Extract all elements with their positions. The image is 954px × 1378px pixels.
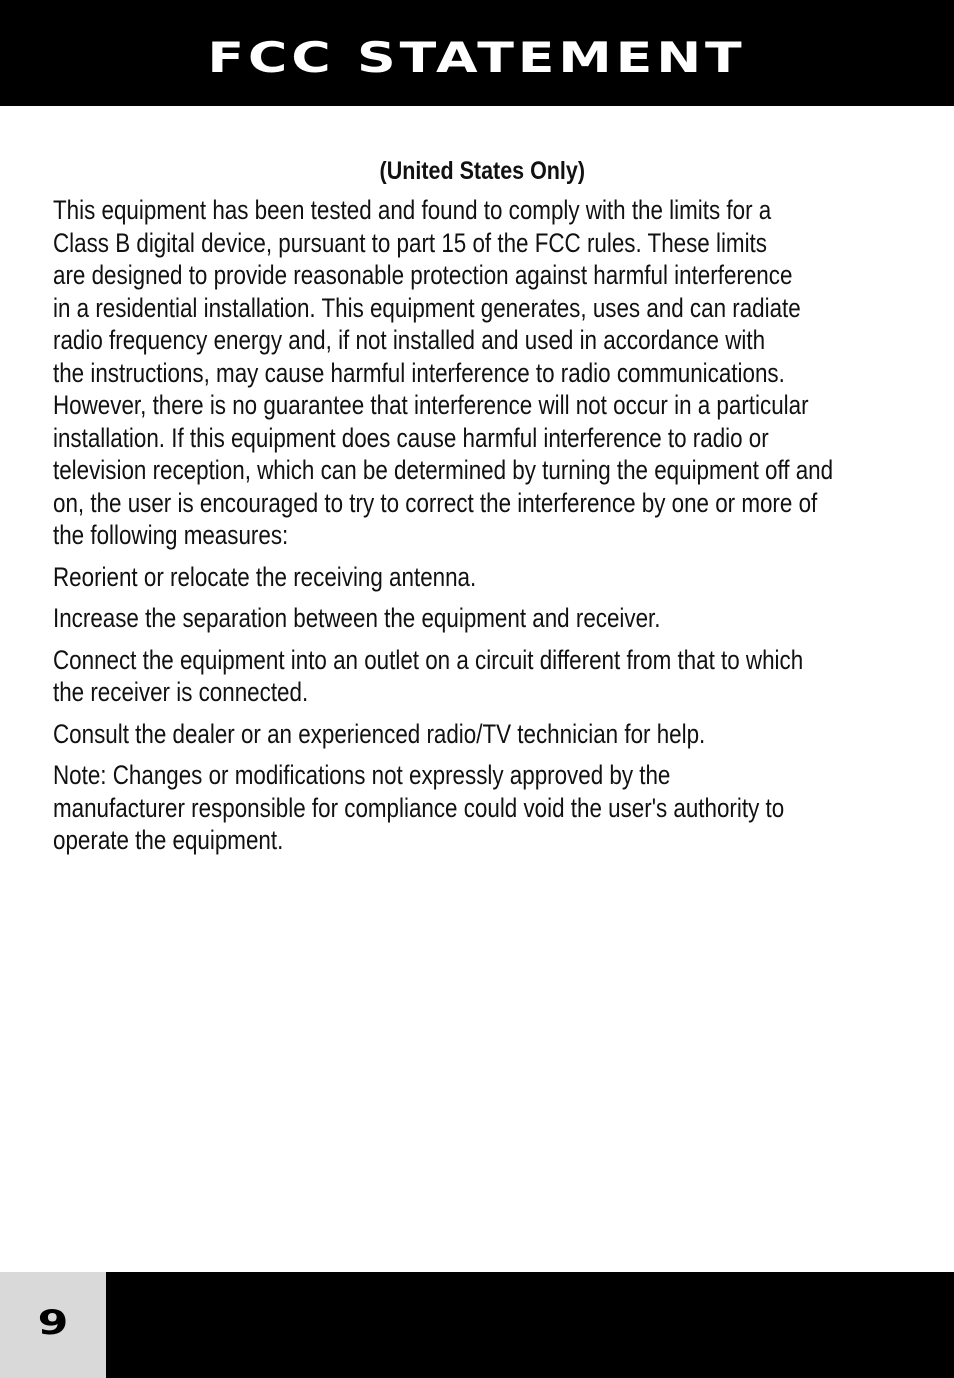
subtitle: (United States Only) xyxy=(379,157,586,185)
measure-increase-separation: Increase the separation between the equipment and receiver. xyxy=(53,603,661,633)
page-number: 9 xyxy=(37,1303,69,1343)
measure-different-outlet: Connect the equipment into an outlet on a circuit different from that to which the receiver is connected. xyxy=(53,644,804,707)
measure-reorient-antenna: Reorient or relocate the receiving antenna. xyxy=(53,561,477,592)
statement-content xyxy=(53,152,913,866)
page-title: FCC STATEMENT xyxy=(207,33,746,82)
paragraph-note: Note: Changes or modifications not expressly approved by the manufacturer responsible for compliance could void the user's authority to operate the equipment. xyxy=(53,760,785,855)
paragraph-compliance: This equipment has been tested and found to comply with the limits for a Class B digital device, pursuant to part 15 of the FCC rules. These limits are designed to provide reasonable protection against harmful interference in a residential installation. This equipment generates, uses and can radiate radio frequency energy and, if not installed and used in accordance with the instructions, may cause harmful interference to radio communications. However, there is no guarantee that interference will not occur in a particular installation. If this equipment does cause harmful interference to radio or television reception, which can be determined by turning the equipment off and on, the user is encouraged to try to correct the interference by one or more of the following measures: xyxy=(53,195,834,550)
footer-bar xyxy=(106,1272,954,1378)
measure-consult-dealer: Consult the dealer or an experienced radio/TV technician for help. xyxy=(53,718,706,749)
